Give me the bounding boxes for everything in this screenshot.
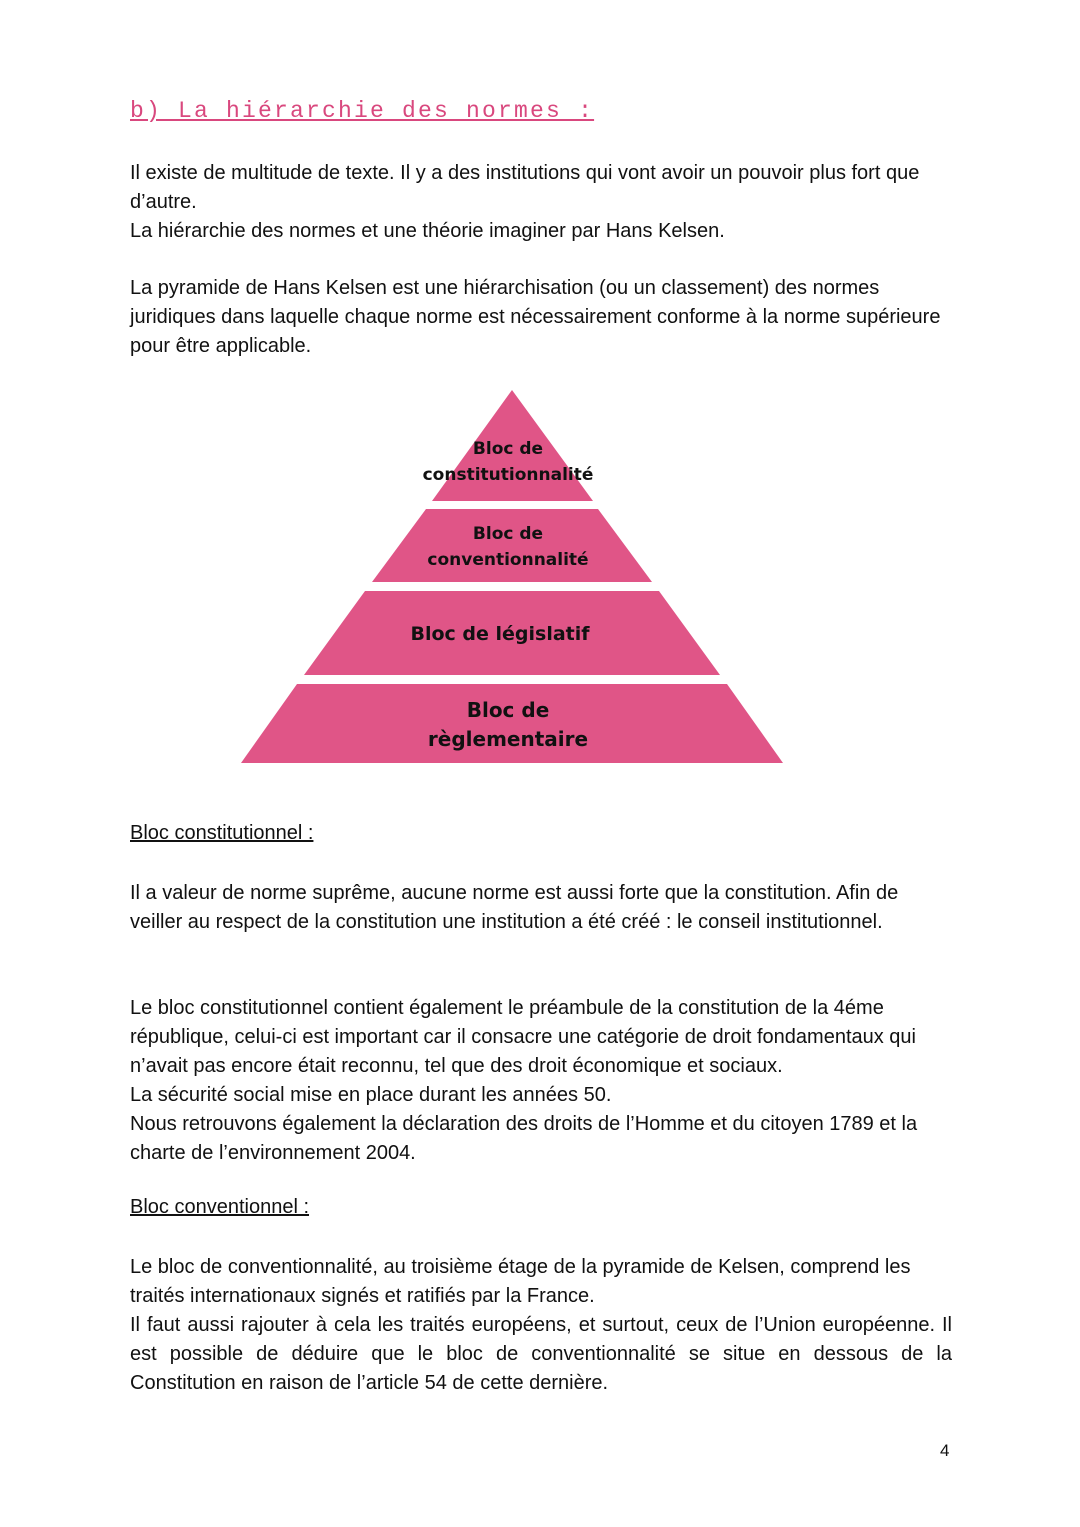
- heading-bloc-constitutionnel: Bloc constitutionnel :: [130, 822, 314, 844]
- pyramid-tier-2: [372, 509, 652, 582]
- conventionnel-paragraph-1: Le bloc de conventionnalité, au troisième étage de la pyramide de Kelsen, comprend les traités internationaux signés et ratifiés par la France.: [130, 1256, 911, 1307]
- tier-4-line-1: Bloc de: [466, 698, 550, 722]
- pyramid-intro: La pyramide de Hans Kelsen est une hiérarchisation (ou un classement) des normes juridiques dans laquelle chaque norme est nécessairement conforme à la norme supérieure pour être applicable.: [130, 277, 941, 357]
- tier-1-line-1: Bloc de: [472, 439, 544, 459]
- tier-4-line-2: règlementaire: [427, 727, 589, 751]
- page-number: 4: [940, 1441, 950, 1460]
- intro-paragraph-1: Il existe de multitude de texte. Il y a des institutions qui vont avoir un pouvoir plus fort que d’autre.: [130, 162, 920, 213]
- intro-paragraph-2: La hiérarchie des normes et une théorie imaginer par Hans Kelsen.: [130, 220, 725, 242]
- pyramid-tier-4: [241, 684, 783, 763]
- tier-1-line-2: constitutionnalité: [422, 465, 594, 485]
- heading-bloc-conventionnel: Bloc conventionnel :: [130, 1196, 310, 1218]
- tier-2-line-1: Bloc de: [472, 524, 544, 544]
- conventionnel-paragraph-2: Il faut aussi rajouter à cela les traités européens, et surtout, ceux de l’Union européenne. Il est possible de déduire que le bloc de conventionnalité se situe en dessous de la Constitution en raison de l’article 54 de cette dernière.: [130, 1314, 952, 1394]
- constitutionnel-paragraph-2: Le bloc constitutionnel contient également le préambule de la constitution de la 4éme république, celui-ci est important car il consacre une catégorie de droit fondamentaux qui n’avait pas encore était reconnu, tel que des droit économique et sociaux.: [130, 997, 916, 1077]
- constitutionnel-paragraph-4: Nous retrouvons également la déclaration des droits de l’Homme et du citoyen 1789 et la charte de l’environnement 2004.: [130, 1113, 918, 1164]
- constitutionnel-paragraph-3: La sécurité social mise en place durant les années 50.: [130, 1084, 612, 1106]
- constitutionnel-paragraph-1: Il a valeur de norme suprême, aucune norme est aussi forte que la constitution. Afin de veiller au respect de la constitution une institution a été créé : le conseil institutionnel.: [130, 882, 899, 933]
- tier-3-label: Bloc de législatif: [410, 623, 590, 645]
- section-title: b) La hiérarchie des normes :: [130, 98, 595, 124]
- tier-2-line-2: conventionnalité: [427, 550, 589, 570]
